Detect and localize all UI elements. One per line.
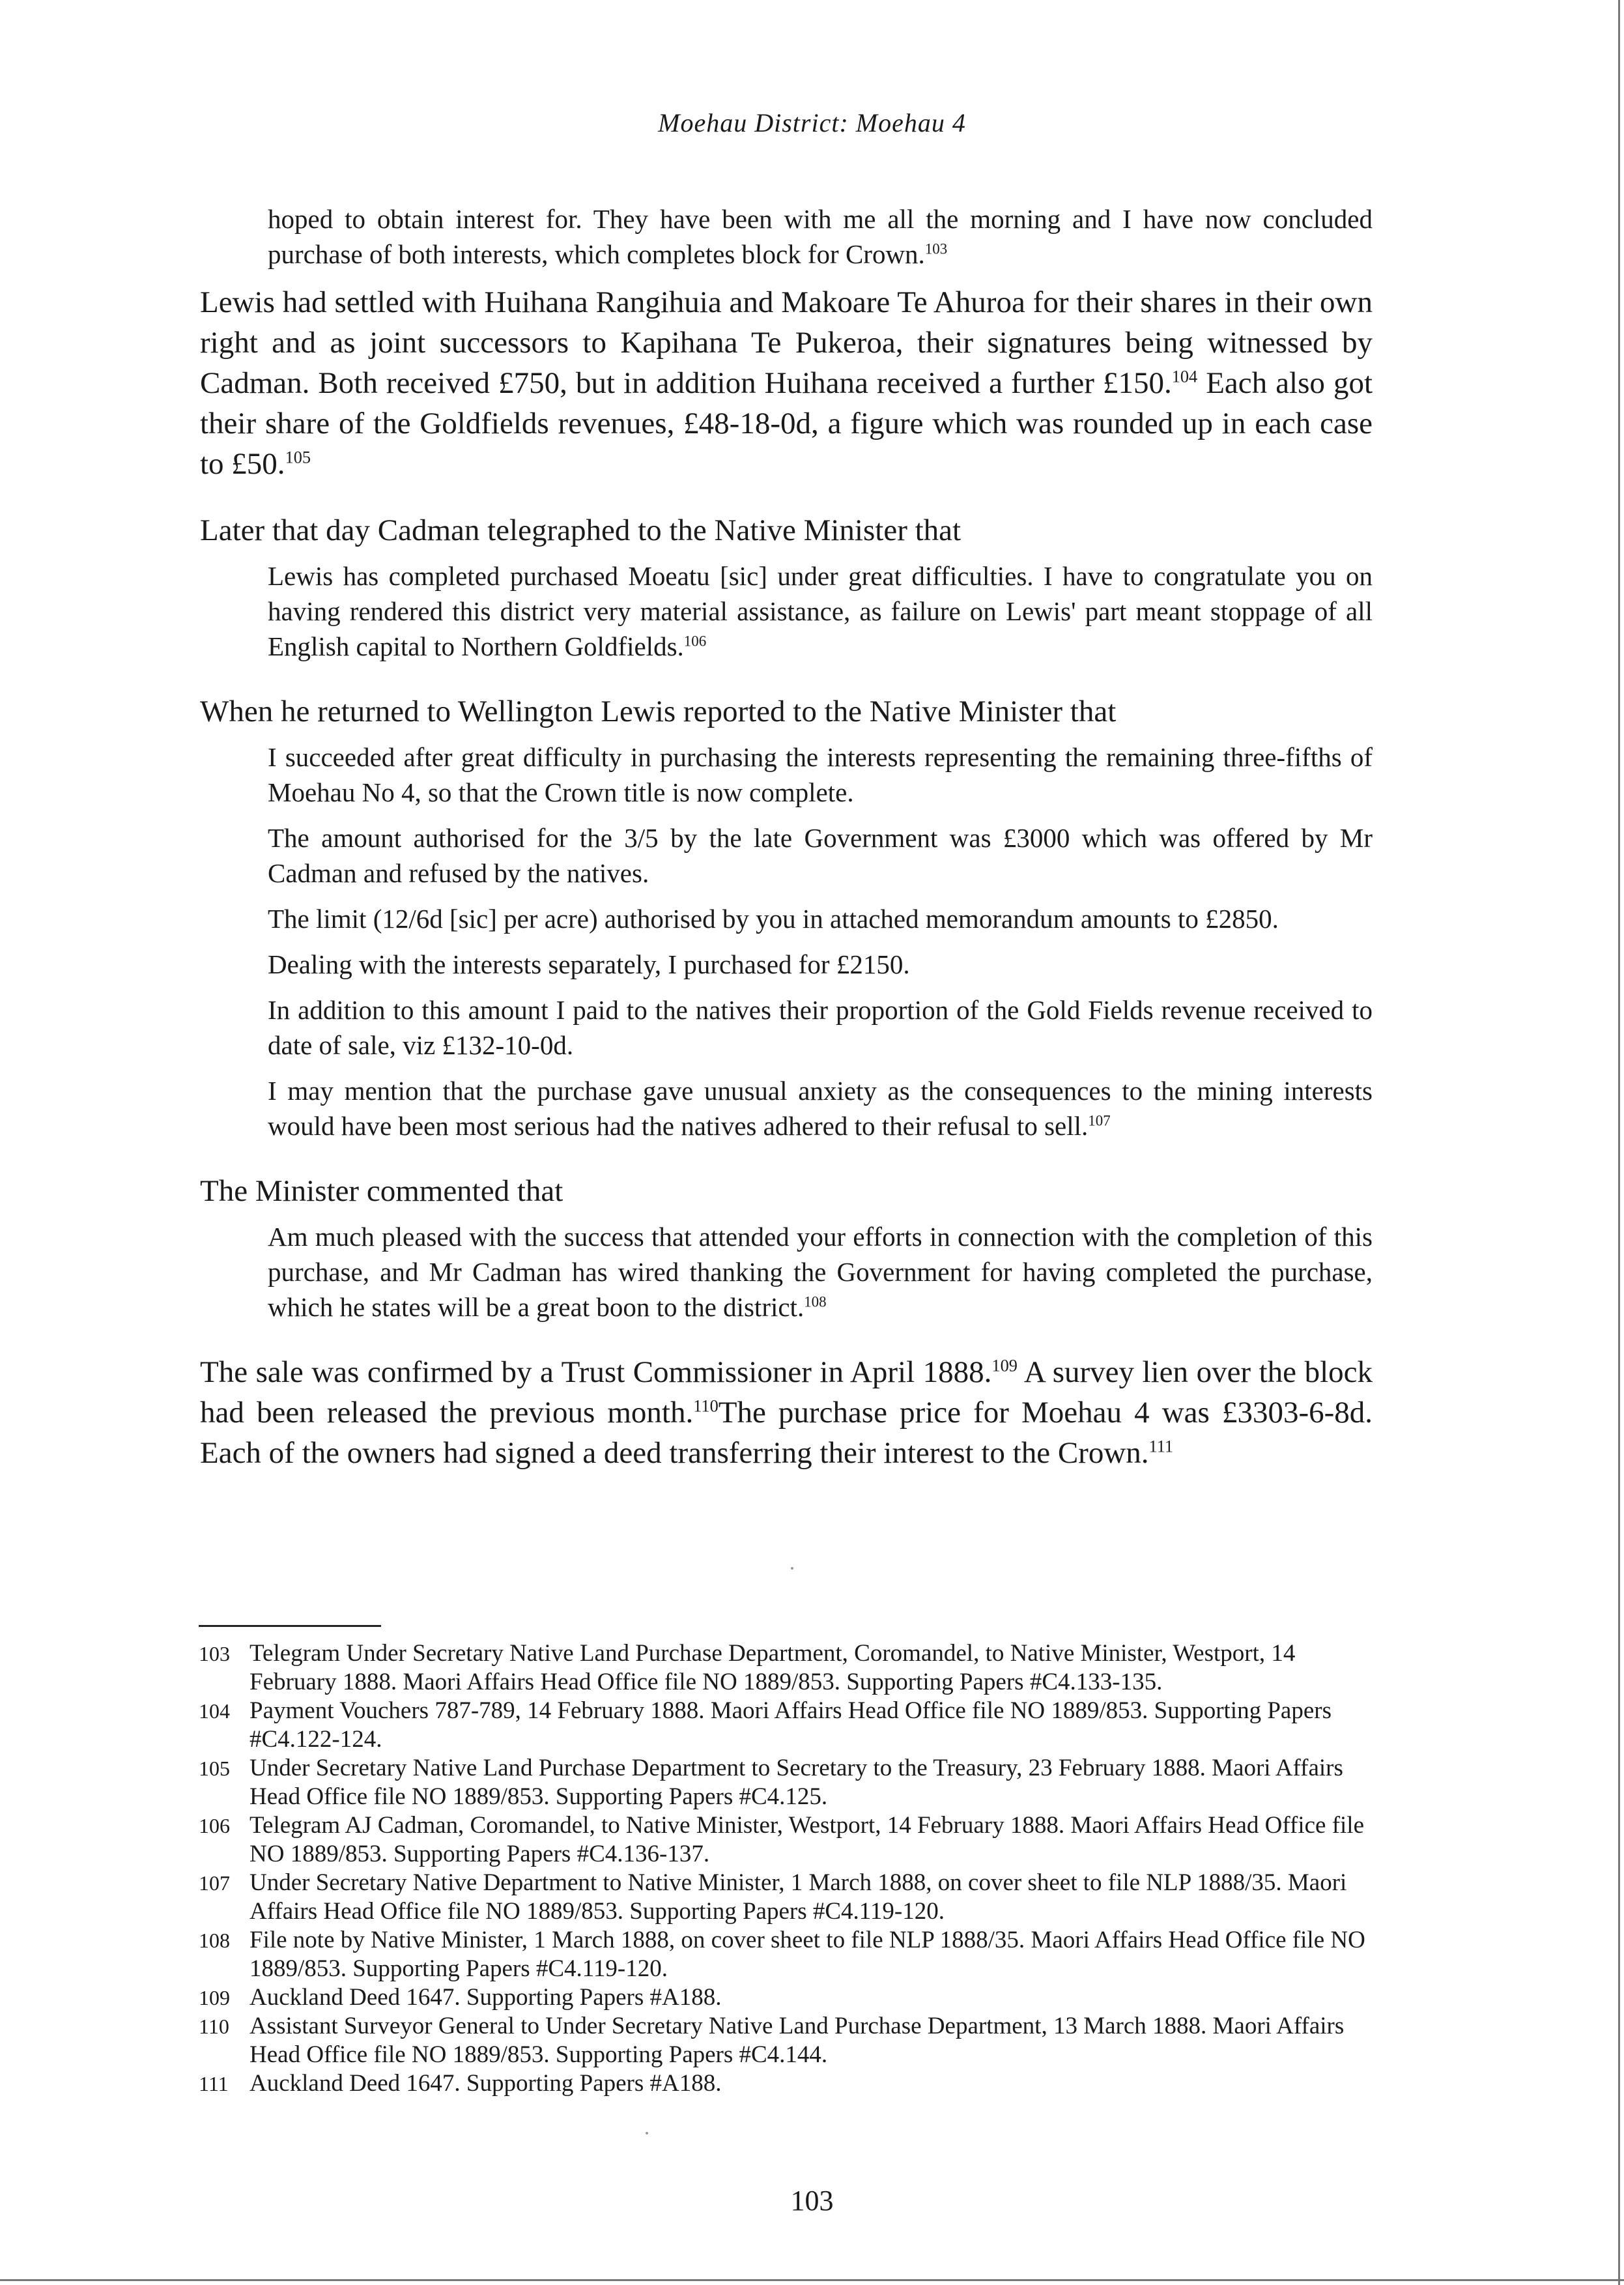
scan-speck (646, 2132, 648, 2134)
block-quote: The limit (12/6d [sic] per acre) authorised by you in attached memorandum amounts to £2850. (268, 904, 1279, 934)
block-quote-continued: hoped to obtain interest for. They have been with me all the morning and I have now concluded purchase of both interests, which completes block for Crown.$^{103}$ (268, 204, 1373, 269)
main-text (200, 204, 1373, 1499)
block-quote: I may mention that the purchase gave unusual anxiety as the consequences to the mining interests would have been most serious had the natives adhered to their refusal to sell.$^{107}$ (268, 1076, 1373, 1141)
lead-in: When he returned to Wellington Lewis reported to the Native Minister that (200, 695, 1117, 728)
footnote: 104 Payment Vouchers 787-789, 14 February 1888. Maori Affairs Head Office file NO 1889/853. Supporting Papers #C4.122-124. (199, 1697, 1332, 1753)
footnote-ref: 103 (924, 240, 948, 257)
page-number: 103 (790, 2185, 834, 2217)
scan-edge-bottom (0, 2279, 1624, 2281)
block-quote: I succeeded after great difficulty in purchasing the interests representing the remaining three-fifths of Moehau No 4, so that the Crown title is now complete. (268, 742, 1373, 807)
footnote-ref: 107 (1088, 1112, 1111, 1129)
footnote: 106 Telegram AJ Cadman, Coromandel, to Native Minister, Westport, 14 February 1888. Maori Affairs Head Office file NO 1889/853. Supporting Papers #C4.136-137. (199, 1812, 1364, 1867)
footnote-ref: 111 (1148, 1437, 1174, 1456)
footnote: 110 Assistant Surveyor General to Under Secretary Native Land Purchase Department, 13 March 1888. Maori Affairs Head Office file NO 1889/853. Supporting Papers #C4.144. (199, 2013, 1345, 2068)
scan-speck (791, 1567, 793, 1570)
footnote-ref: 104 (1171, 367, 1198, 386)
footnote-ref: 110 (693, 1396, 719, 1416)
footnote-ref: 105 (285, 448, 311, 467)
scan-edge-right (1618, 0, 1620, 2285)
block-quote: The amount authorised for the 3/5 by the late Government was £3000 which was offered by Mr Cadman and refused by the natives. (268, 823, 1373, 888)
footnote: 111 Auckland Deed 1647. Supporting Papers #A188. (199, 2070, 722, 2097)
running-header: Moehau District: Moehau 4 (658, 108, 966, 137)
lead-in: Later that day Cadman telegraphed to the Native Minister that (200, 513, 962, 547)
footnote-rule (199, 1625, 381, 1627)
footnote-ref: 109 (991, 1356, 1018, 1375)
block-quote: In addition to this amount I paid to the natives their proportion of the Gold Fields revenue received to date of sale, viz £132-10-0d. (268, 995, 1373, 1060)
block-quote: Dealing with the interests separately, I purchased for £2150. (268, 949, 910, 979)
footnote: 108 File note by Native Minister, 1 March 1888, on cover sheet to file NLP 1888/35. Maori Affairs Head Office file NO 1889/853. Supporting Papers #C4.119-120. (199, 1927, 1365, 1982)
paragraph: Lewis had settled with Huihana Rangihuia and Makoare Te Ahuroa for their shares in their own right and as joint successors to Kapihana Te Pukeroa, their signatures being witnessed by Cadman. Both received £750, but in addition Huihana received a further £150.$^{104}$ Each also got their share of the Goldfields revenues, £48-18-0d, a figure which was rounded up in each case to £50.$^{105}$ (200, 285, 1373, 481)
footnote: 103 Telegram Under Secretary Native Land Purchase Department, Coromandel, to Native Minister, Westport, 14 February 1888. Maori Affairs Head Office file NO 1889/853. Supporting Papers #C4.133-135. (199, 1640, 1296, 1695)
footnote: 109 Auckland Deed 1647. Supporting Papers #A188. (199, 1984, 722, 2011)
footnotes (199, 1639, 1371, 2098)
footnote: 107 Under Secretary Native Department to Native Minister, 1 March 1888, on cover sheet to file NLP 1888/35. Maori Affairs Head Office file NO 1889/853. Supporting Papers #C4.119-120. (199, 1869, 1347, 1925)
footnote-ref: 106 (683, 633, 707, 650)
lead-in: The Minister commented that (200, 1174, 563, 1208)
footnote-ref: 108 (804, 1293, 827, 1310)
footnote: 105 Under Secretary Native Land Purchase Department to Secretary to the Treasury, 23 February 1888. Maori Affairs Head Office file NO 1889/853. Supporting Papers #C4.125. (199, 1755, 1343, 1810)
block-quote: Lewis has completed purchased Moeatu [sic] under great difficulties. I have to congratulate you on having rendered this district very material assistance, as failure on Lewis' part meant stoppage of all English capital to Northern Goldfields.$^{106}$ (268, 561, 1373, 661)
paragraph: The sale was confirmed by a Trust Commissioner in April 1888.$^{109}$ A survey lien over the block had been released the previous month.$^{110}$The purchase price for Moehau 4 was £3303-6-8d. Each of the owners had signed a deed transferring their interest to the Crown.$^{111}$ (200, 1355, 1373, 1470)
block-quote: Am much pleased with the success that attended your efforts in connection with the completion of this purchase, and Mr Cadman has wired thanking the Government for having completed the purchase, which he states will be a great boon to the district.$^{108}$ (268, 1222, 1373, 1322)
